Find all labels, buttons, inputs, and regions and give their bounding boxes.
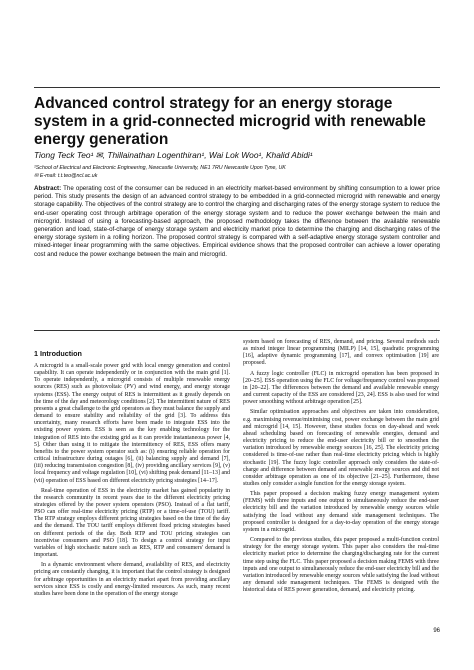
- right-column: [243, 339, 439, 597]
- affiliation: ¹School of Electrical and Electronic Engineering, Newcastle University, NE1 7RU Newcastle Upon Tyne, UK: [34, 165, 286, 171]
- paragraph: system based on forecasting of RES, demand, and pricing. Several methods such as mixed integer linear programming (MILP) [14, 15], quadratic programming [16], adaptive dynamic programming [17], and convex optimisation [19] are proposed.: [243, 339, 439, 367]
- paragraph: Similar optimisation approaches and objectives are taken into consideration, e.g. maximising revenue/minimising cost, power exchange between the main grid and microgrid [14, 15]. However, these studies focus on day-ahead and week ahead scheduling based on forecasting of renewable energies, demand and electricity pricing to reduce the end-user electricity bill or to smoothen the variation introduced by renewable energy sources [16, 25]. The electricity pricing considered is time-of-use rather than real-time electricity pricing which is highly stochastic [19]. The fuzzy logic controller approach only considers the state-of-charge and difference between demand and renewable energy sources and did not consider arbitrage operation as one of its objective [21–25]. Furthermore, these studies only consider a single function for the energy storage system.: [243, 409, 439, 487]
- abstract-text: The operating cost of the consumer can be reduced in an electricity market-based environment by shifting consumption to a lower price period. This study presents the design of an advanced control strategy to be embedded in a grid-connected microgrid with renewable and energy storage capability. The objectives of the control strategy are to control the charging and discharging rates of the energy storage system to reduce the end-user operating cost through arbitrage operation of the energy storage system and to reduce the power exchange between the main and microgrid. Instead of using a forecasting-based approach, the proposed methodology takes the difference between the available renewable generation and load, state-of-charge of energy storage system and electricity market price to determine the charging and discharging rates of the energy storage system in a rolling horizon. The proposed control strategy is compared with a self-adaptive energy storage system controller and mixed-integer linear programming with the same objectives. Empirical evidence shows that the proposed controller can achieve a lower operating cost and reduce the power exchange between the main and microgrid.: [34, 185, 440, 258]
- header-rule: [34, 87, 440, 88]
- left-column: [34, 349, 230, 601]
- paragraph: A microgrid is a small-scale power grid with local energy generation and control capability. It can operate independently or in conjunction with the main grid [1]. To operate independently, a microgrid consists of multiple renewable energy sources (RES) such as photovoltaic (PV) and wind energy, and energy storage systems (ESS). The energy output of RES is intermittent as it greatly depends on the time of the day and meteorology conditions [2]. The intermittent nature of RES presents a great challenge to the grid operators as they must balance the supply and demand to ensure stability and reliability of the grid [3]. To address this uncertainty, many research efforts have been made to integrate ESS into the existing power system. ESS is seen as the key enabling technology for the integration of RES into the existing grid as it can provide instantaneous power [4, 5]. Other than using it to mitigate the intermittency of RES, ESS offers many benefits to the power system operator such as: (i) ensuring reliable operation for critical infrastructure during outages [6], (ii) balancing supply and demand [7], (iii) reducing transmission congestion [8], (iv) providing ancillary services [9], (v) local frequency and voltage regulation [10], (vi) shifting peak demand [11–13] and (vii) operation of ESS based on different electricity pricing strategies [14–17].: [34, 363, 230, 484]
- abstract-rule: [34, 330, 440, 331]
- paragraph: This paper proposed a decision making fuzzy energy management system (FEMS) with three inputs and one output to simultaneously reduce the end-user electricity bill and the variation introduced by renewable energy sources while satisfying the load without any demand side management techniques. The proposed controller is designed for a day-to-day operation of the energy storage system in a microgrid.: [243, 491, 439, 533]
- paper-title: Advanced control strategy for an energy storage system in a grid-connected microgrid with renewable energy generation: [34, 95, 426, 148]
- paragraph: Real-time operation of ESS in the electricity market has gained popularity in the research community in recent years due to the different electricity pricing strategies offered by the power system operators (PSO). Instead of a flat tariff, PSO can offer real-time electricity pricing (RTP) or a time-of-use (TOU) tariff. The RTP strategy employs different pricing strategies based on the time of the day and the demand. The TOU tariff employs different fixed pricing strategies based on different periods of the day. Both RTP and TOU pricing strategies can incentivise consumers and PSO [18]. To design a control strategy for input variables of high stochastic nature such as RES, RTP and consumers' demand is important.: [34, 487, 230, 559]
- paragraph: Compared to the previous studies, this paper proposed a multi-function control strategy for the energy storage system. This paper also considers the real-time electricity market price to determine the charging/discharging rate for the current time step using the FLC. This paper proposed a decision making FEMS with three inputs and one output to simultaneously reduce the end-user electricity bill and the variation introduced by renewable energy sources while satisfying the load without any demand side management techniques. The FEMS is designed with the historical data of RES power generation, demand, and electricity pricing.: [243, 537, 439, 594]
- abstract: [34, 185, 440, 259]
- section-heading: 1 Introduction: [34, 349, 82, 358]
- affiliation-block: [34, 164, 444, 181]
- paragraph: A fuzzy logic controller (FLC) in microgrid operation has been proposed in [20–25]. ESS operation using the FLC for voltage/frequency control was proposed in [20–22]. The differences between the demand and available renewable energy and current capacity of the ESS are considered [23, 24]. ESS is also used for wind power smoothing without arbitrage operation [25].: [243, 370, 439, 406]
- paragraph: In a dynamic environment where demand, availability of RES, and electricity pricing are constantly changing, it is important that the control strategy is designed for arbitrage opportunities in an electricity market apart from providing ancillary services since ESS is costly and energy-limited resources. As such, many recent studies have been done in the operation of the energy storage: [34, 562, 230, 597]
- abstract-label: Abstract:: [34, 185, 62, 192]
- email-line: ✉ E-mail: t.t.teo@ncl.ac.uk: [34, 173, 98, 180]
- author-list: Tiong Teck Teo¹ ✉, Thillainathan Logenthiran¹, Wai Lok Woo¹, Khalid Abidi¹: [34, 150, 313, 160]
- page-number: 96: [433, 628, 440, 634]
